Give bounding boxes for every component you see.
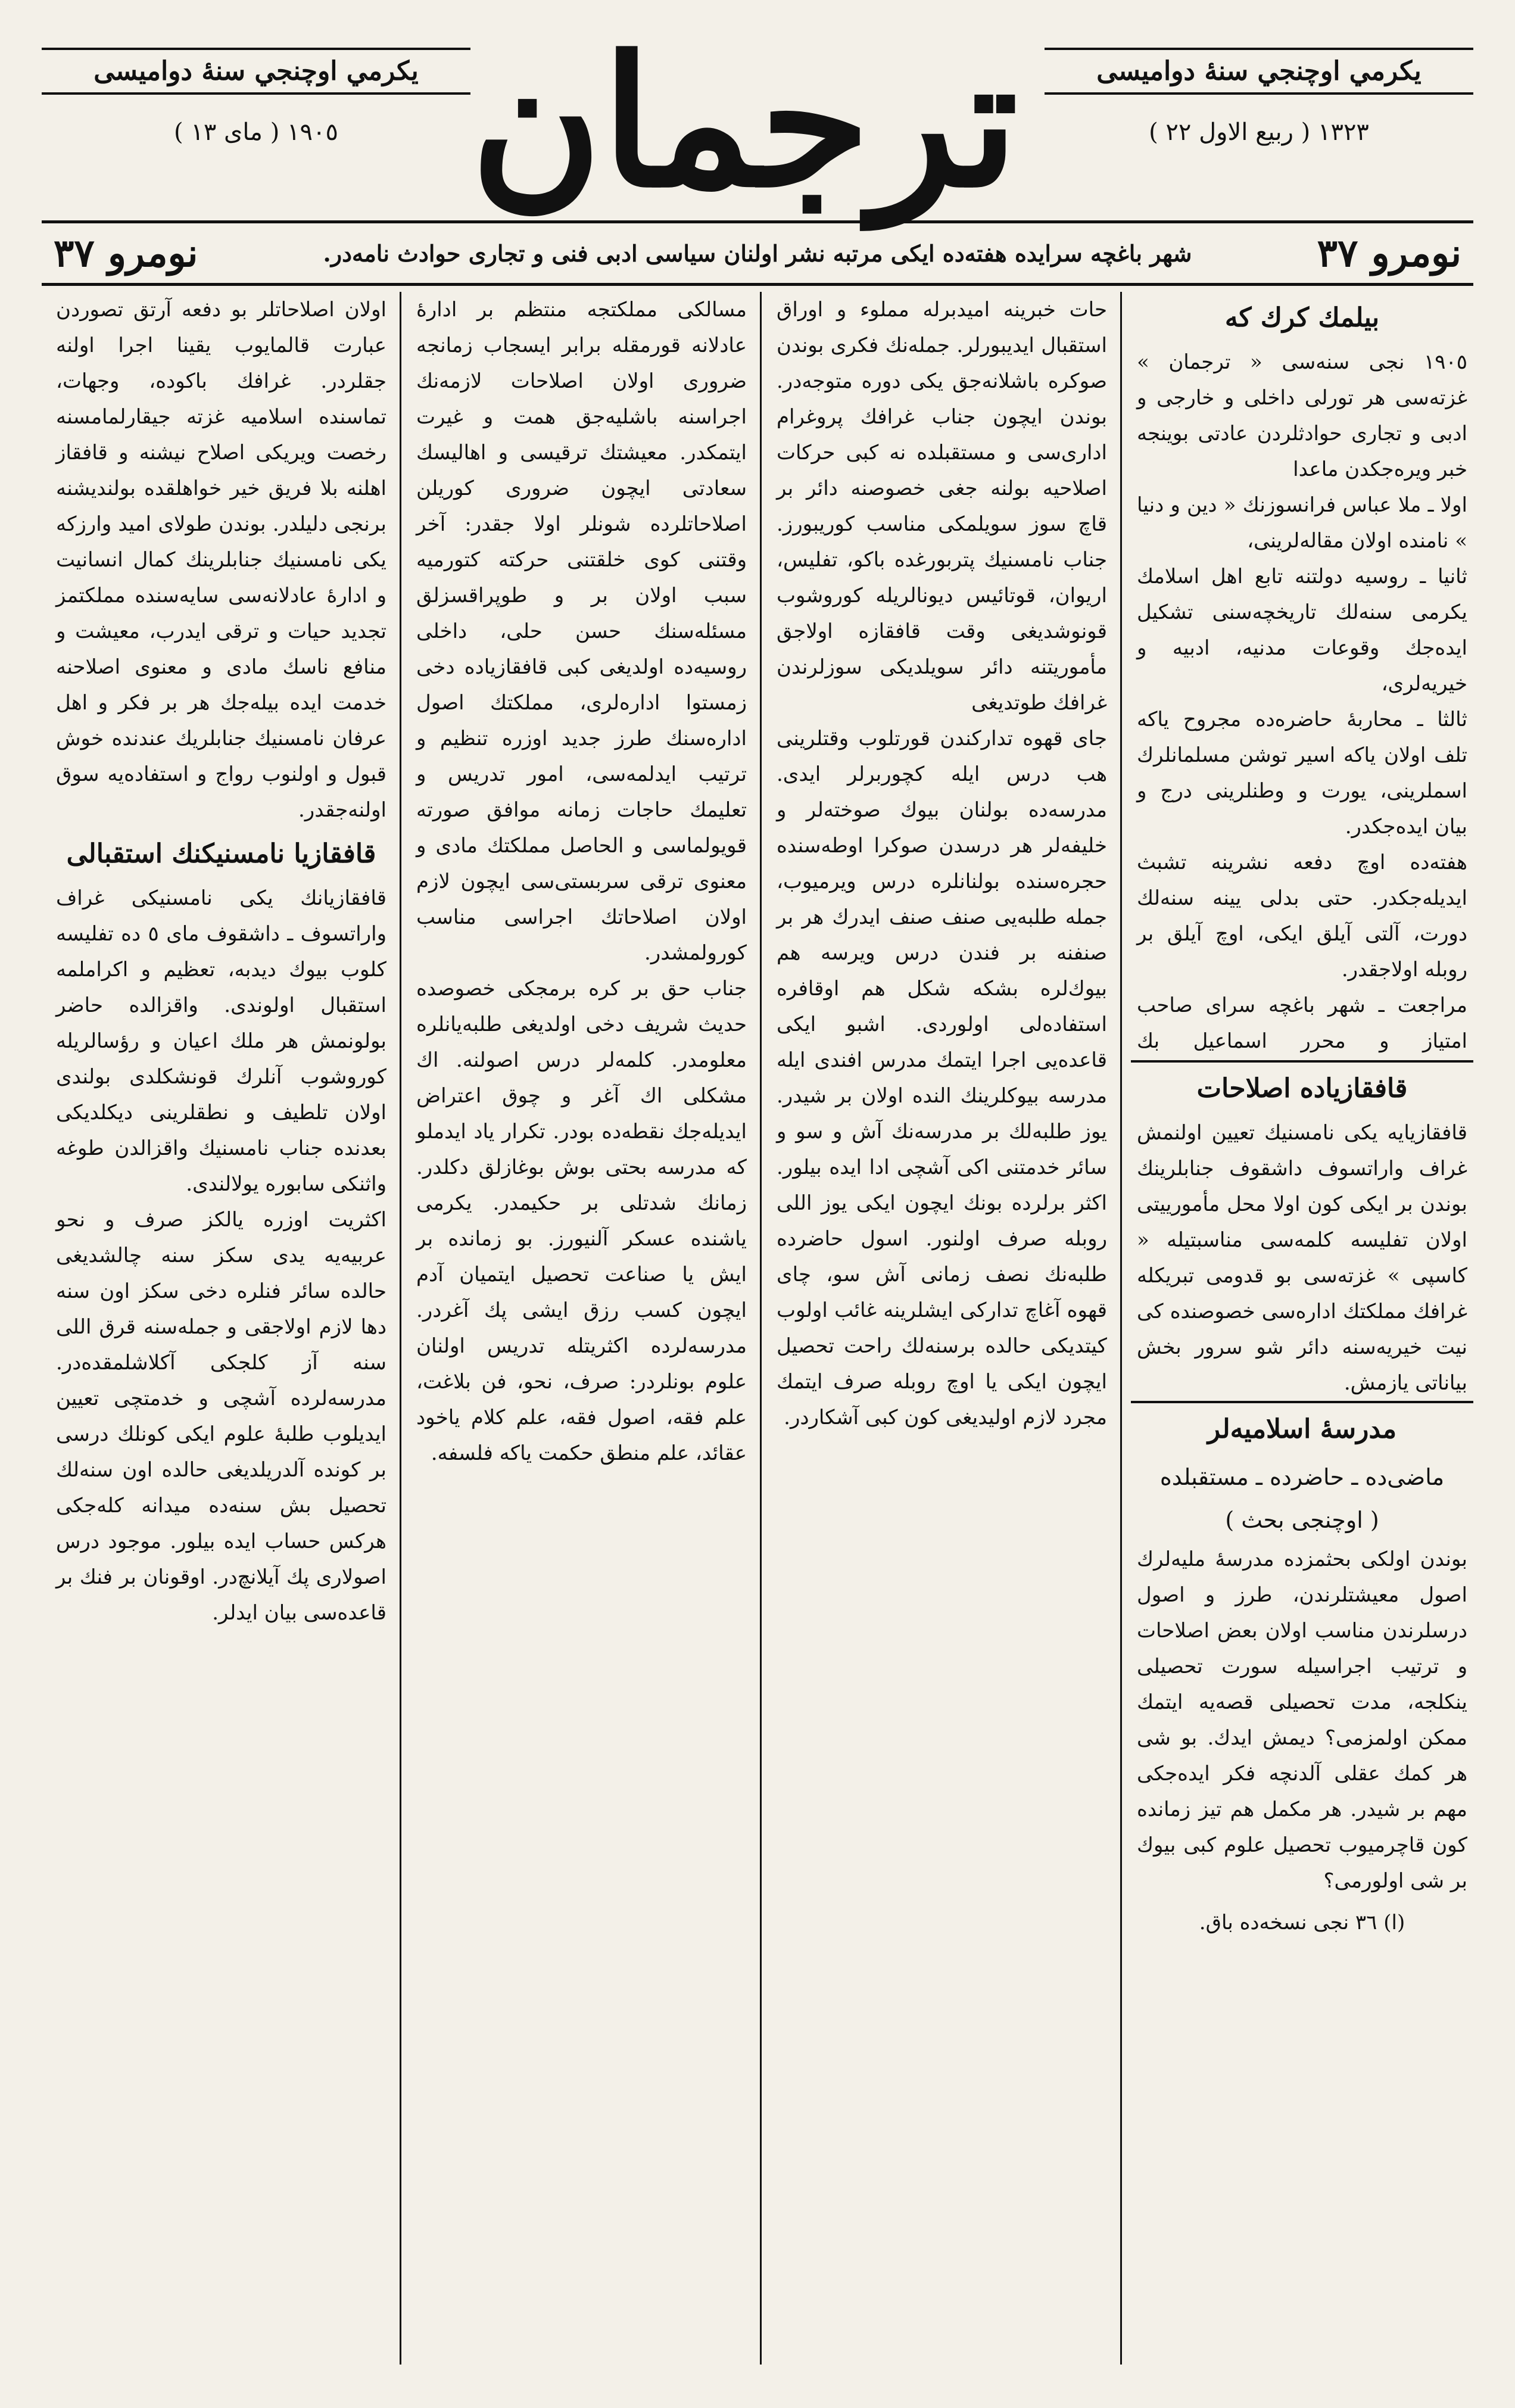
notice-paragraph: اولا ـ ملا عباس فرانسوزنك « دين و دنيا » نامنده اولان مقاله‌لرينی، [1137, 493, 1467, 553]
article-heading: قافقازيا‌ده اصلاحات [1196, 1073, 1408, 1104]
article-text: قافقازيايه يكی نامسنيك تعيين اولنمش غراف واراتسوف داشقوف جنابلرينك بوندن بر ايكی كون اولا محل مأمورييتی اولان تفليسه كلمه‌سی مناسبتيله « كاسپی » غزته‌سی بو قدومی تبريكله غرافك مملكتك اداره‌سی خصوصنده كی نيت خيريه‌سنه دائر شو سرور بخش بياناتی يازمش. [1137, 1121, 1467, 1395]
masthead-hijri-date: ١٣٢٣ ( ربيع الاول ٢٢ ) [1149, 119, 1369, 146]
column-1-lower [1131, 1060, 1473, 2365]
column-2 [771, 292, 1113, 2365]
newspaper-title: ترجمان [470, 17, 1018, 227]
issue-number-left: نومرو ٣٧ [54, 230, 198, 276]
article-text: اولان اصلاحاتلر بو دفعه آرتق تصوردن عبارت قالمايوب يقينا اجرا اولنه جقلردر. غرافك باكوده، وجهات، تماسنده اسلاميه غزته جيقارلمامسنه رخصت ويريكی اصلاح نيشنه و قافقاز اهلنه بلا فريق خير خواهلقده بولنديشنه برنجی دليلدر. بوندن طولای اميد وارزكه يكی نامسنيك جنابلرينك كمال انسانيت و ادارهٔ عادلانه‌سی سايه‌سنده مملكتمز تجديد حيات و ترقی ايدرب، معيشت و منافع ناسك مادی و معنوی اصلاحنه خدمت ايده بيله‌جك هر بر فكر و اهل عرفان نامسنيك جنابلريك عندنده خوش قبول و اولنوب رواج و استفاده‌يه سوق اولنه‌جقدر. [56, 298, 386, 822]
notice-heading: بيلمك كرك كه [1224, 303, 1380, 333]
notice-paragraph: مراجعت ـ شهر باغچه سرای صاحب امتياز و محرر اسماعيل بك [1137, 993, 1467, 1053]
article-text: حات خبرينه اميدبرله مملوء و اوراق استقبال ايديبورلر. جمله‌نك فكری بوندن صوكره باشلانه‌جق يكی دوره متوجه‌در. بوندن ايچون جناب غرافك پروغرام اداری‌سی و مستقبلده نه كبی حركات اصلاحيه بولنه جغی خصوصنه دائر بر قاچ سوز سويلمكی مناسب كوريبورز. جناب نامسنيك پتربورغده باكو، تفليس، اريوان، قوتائيس ديونالريله كوروشوب قونوشديغی وقت قافقازه اولاجق مأموريتنه دائر سويلديكی سوزلرندن غرافك طوتديغی [777, 298, 1107, 715]
article-text: قافقازيانك يكی نامسنيكی غراف واراتسوف ـ داشقوف مای ٥ ده تفليسه كلوب بيوك ديدبه، تعظيم و اكراملمه استقبال اولوندی. واقزالده حاضر بولونمش هر ملك اعيان و رؤسالريله كوروشوب آنلرك قونشكلدی بولندی اولان تلطيف و نطقلرينی ديكلديكی بعدنده جناب نامسنيك واقزالدن طوغه واثنكی سابوره يولالندی. [56, 886, 386, 1196]
subhead-band [42, 220, 1473, 286]
footnote: (ا) ٣٦ نجی نسخه‌ده باق. [1199, 1911, 1405, 1935]
newspaper-page [42, 17, 1473, 2382]
article-text: جای قهوه تداركندن قورتلوب وقتلرينی هب درس ايله كچوربرلر ايدی. مدرسه‌ده بولنان بيوك صوخته‌لر و خليفه‌لر هر درسدن صوكرا اوطه‌سنده حجره‌سنده بولنانلره درس ويرميوب، جمله طلبه‌يی صنف صنف ايدرك هر بر صنفنه بر فندن درس ويرسه هم بيوك‌لره بشكه شكل هم اوقافره استفاده‌لی اولوردی. اشبو ايكی قاعده‌يی اجرا ايتمك مدرس افندی ايله مدرسه بيوكلرينك النده اولان بر شيدر. يوز طلبه‌لك بر مدرسه‌نك آش و سو و سائر خدمتنی اكی آشچی ادا ايده بيلور. اكثر برلرده بونك ايچون ايكی يوز اللی روبله صرف اولنور. اسول حاضرده طلبه‌نك نصف زمانی آش سو، چای قهوه آغاچ تداركی ايشلرينه غائب اولوب كيتديكی حالده برسنه‌لك راحت تحصيل ايچون ايكی يا اوچ روبله صرف ايتمك مجرد لازم اوليديغی كون كبی آشكاردر. [777, 727, 1107, 1429]
article-text: اكثريت اوزره يالكز صرف و نحو عربيه‌يه يدی سكز سنه چالشديغی حالده سائر فنلره دخی سكز اون سنه دها لازم اولاجقی و جمله‌سنه قرق اللی سنه آز كلجكی آكلاشلمقده‌در. مدرسه‌لرده آشچی و خدمتچی تعيين ايديلوب طلبهٔ علوم ايكی كونلك درسی بر كونده آلدريلديغی حالده اون سنه‌لك تحصيل بش سنه‌ده ميدانه كله‌جكی هركس حساب ايده بيلور. موجود درس اصولاری پك آيلانچ‌در. اوقونان بر فنك بر قاعده‌سی بيان ايدلر. [56, 1208, 386, 1625]
notice-paragraph: ١٩٠٥ نجی سنه‌سی « ترجمان » غزته‌سی هر تورلی داخلی و خارجی و ادبی و تجاری حوادثلردن عادتی بوينجه خبر ويره‌جكدن ماعدا [1137, 350, 1467, 481]
article-part: ( اوچنجی بحث ) [1225, 1507, 1379, 1533]
section-divider [1131, 1401, 1473, 1403]
masthead [42, 17, 1473, 250]
masthead-right-top: يكرمي اوچنجي سنهٔ دواميسی [1045, 48, 1473, 95]
notice-paragraph: ثانيا ـ روسيه دولتنه تابع اهل اسلامك يكرمی سنه‌لك تاريخچه‌سنی تشكيل ايده‌جك وقوعات مدنيه، ادبيه و خيريه‌لری، [1137, 565, 1467, 696]
masthead-left-box [42, 48, 470, 146]
article-text: جناب حق بر كره برمجكی خصوصده حديث شريف دخی اولديغی طلبه‌يانلره معلومدر. كلمه‌لر درس اصولنه. اك مشكلی اك آغر و چوق اعتراض ايديله‌جك نقطه‌ده بودر. تكرار ياد ايدملو كه مدرسه بحتی بوش بوغازلق دكلدر. زمانك شدتلی بر حكيمدر. يكرمی ياشنده عسكر آلنيورز. بو زمانده بر ايش يا صناعت تحصيل ايتميان آدم ايچون كسب رزق ايشی پك آغردر. مدرسه‌لرده اكثريتله تدريس اولنان علوم بونلردر: صرف، نحو، فن بلاغت، علم فقه، اصول فقه، علم كلام ياخود عقائد، علم منطق حكمت ياكه فلسفه. [416, 977, 747, 1465]
masthead-gregorian-date: ١٩٠٥ ( مای ١٣ ) [174, 119, 338, 146]
article-subheading: ماضی‌ده ـ حاضرده ـ مستقبلده [1159, 1464, 1445, 1490]
tagline: شهر باغچه سرايده هفته‌ده ايكی مرتبه نشر اولنان سياسی ادبی فنی و تجاری حوادث نامه‌در. [323, 239, 1192, 267]
column-3 [410, 292, 753, 2365]
notice-paragraph: هفته‌ده اوچ دفعه نشرينه تشبث ايديله‌جكدر. حتی بدلی يينه سنه‌لك دورت، آلتی آيلق ايكی، اوچ آيلق بر روبله اولاجقدر. [1137, 851, 1467, 982]
section-divider [1131, 1060, 1473, 1063]
article-text: بوندن اولكی بحثمزده مدرسهٔ مليه‌لرك اصول معيشتلرندن، طرز و اصول درسلرندن مناسب اولان بعض اصلاحات و ترتيب اجراسيله سورت تحصيلی ينكلجه، مدت تحصيلی قصه‌يه ايتمك ممكن اولمزمی؟ ديمش ايدك. بو شی هر كمك عقلی آلدنچه فكر ايده‌جكی مهم بر شيدر. هر مكمل هم تيز زمانده كون قاچرميوب تحصيل علوم كبی بيوك بر شی اولورمی؟ [1137, 1547, 1467, 1893]
masthead-right-box [1045, 48, 1473, 146]
article-heading: مدرسهٔ اسلاميه‌لر [1207, 1414, 1397, 1444]
column-divider [760, 292, 762, 2365]
column-divider [1120, 292, 1122, 2365]
column-divider [400, 292, 401, 2365]
masthead-left-top: يكرمي اوچنجي سنهٔ دواميسی [42, 48, 470, 95]
article-heading: قافقازيا نامسنيكنك استقبالی [66, 839, 376, 869]
article-text: مسالكی مملكتجه منتظم بر ادارهٔ عادلانه قورمقله برابر ايسجاب زمانجه ضروری اولان اصلاحات لازمه‌نك اجراسنه باشليه‌جق همت و غيرت ايتمكدر. معيشتك ترقيسی و اهاليسك سعادتی ايچون ضروری كوريلن اصلاحاتلرده شونلر اولا جقدر: آخر وقتنی كوی خلقتنی حركته كتورميه سبب اولان بر و طوپراقسزلق مسئله‌سنك حسن حلی، داخلی روسيه‌ده اولديغی كبی قافقازياده دخی زمستوا اداره‌لری، مملكتك اصول اداره‌سنك طرز جديد اوزره تنظيم و ترتيب ايدلمه‌سی، امور تدريس و تعليمك حاجات زمانه موافق صورته قويولماسی و الحاصل مملكتك مادی و معنوی ترقی سربستی‌سی ايچون لازم اولان اصلاحاتك اجراسی مناسب كورولمشدر. [416, 298, 747, 965]
column-4 [50, 292, 392, 2365]
issue-number-right: نومرو ٣٧ [1317, 230, 1461, 276]
columns [42, 292, 1473, 2376]
notice-paragraph: ثالثا ـ محاربهٔ حاضره‌ده مجروح ياكه تلف اولان ياكه اسير توشن مسلمانلرك اسملرينی، يورت و وطنلرينی درج و بيان ايده‌جكدر. [1137, 708, 1467, 839]
